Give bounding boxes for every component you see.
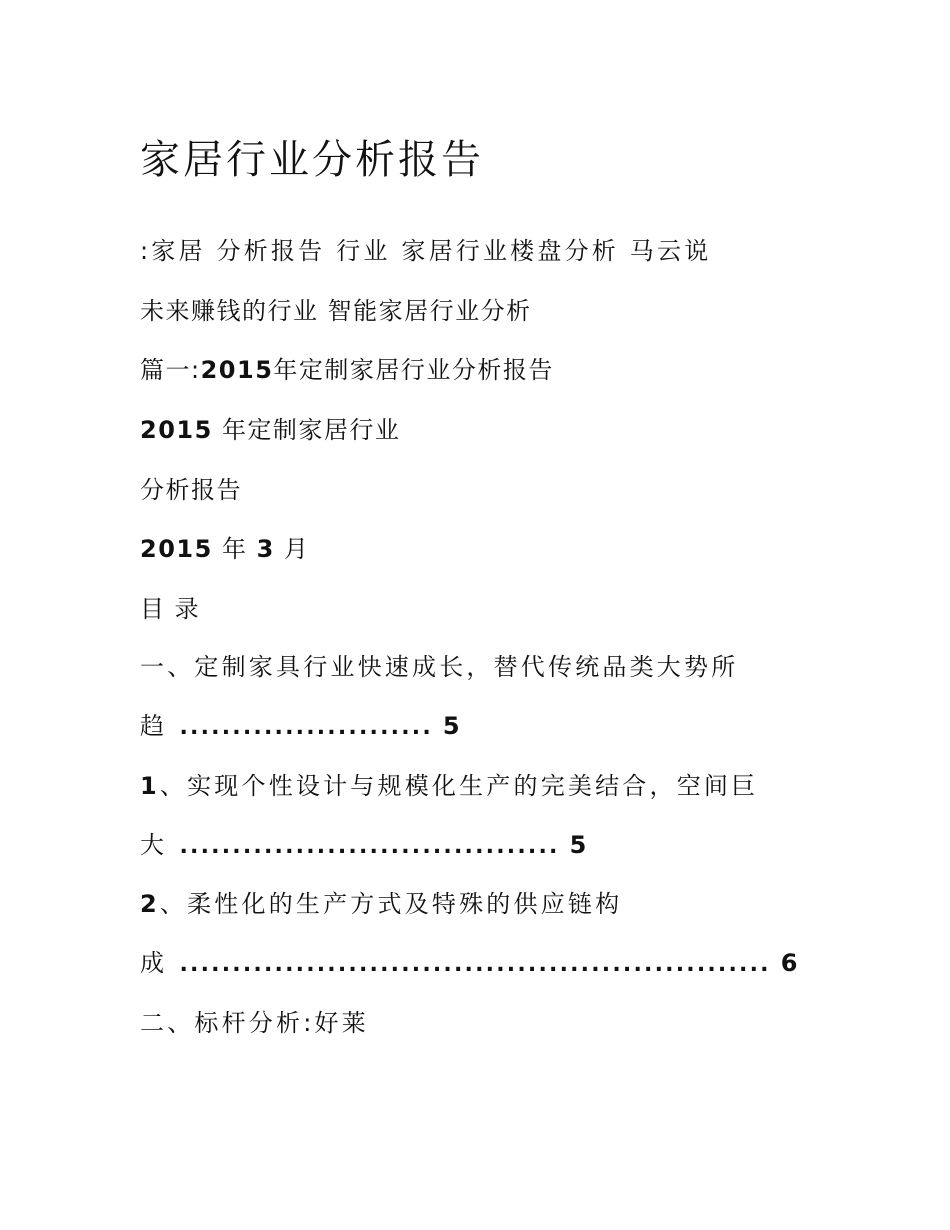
- toc-entry-1-leader: ........................: [179, 715, 433, 740]
- toc-entry-2-text: 、实现个性设计与规模化生产的完美结合，空间巨: [159, 772, 759, 800]
- date-month-unit: 月: [283, 535, 310, 563]
- toc-entry-3-number: 2: [140, 890, 160, 918]
- toc-entry-1-page: 5: [442, 712, 460, 740]
- document-title: 家居行业分析报告: [140, 137, 484, 183]
- toc-heading: 目 录: [140, 595, 201, 623]
- toc-entry-1-tail: 趋: [140, 712, 166, 740]
- section-two-heading: 二、标杆分析:好莱: [140, 1009, 369, 1037]
- toc-entry-1-line-2[interactable]: [140, 711, 460, 743]
- report-title-rest: 年定制家居行业: [221, 416, 401, 444]
- toc-entry-2-line-2[interactable]: [140, 830, 586, 862]
- toc-entry-2-number: 1: [140, 772, 160, 800]
- report-date: [140, 534, 309, 564]
- keywords-line-1: :家居 分析报告 行业 家居行业楼盘分析 马云说: [140, 237, 712, 265]
- keywords-line-2: 未来赚钱的行业 智能家居行业分析: [140, 297, 532, 325]
- toc-entry-3-tail: 成: [140, 949, 166, 977]
- toc-entry-3-leader: ........................................................: [179, 952, 771, 977]
- toc-entry-2-tail: 大: [140, 831, 166, 859]
- chapter-prefix: 篇一:: [140, 356, 201, 384]
- report-year: 2015: [140, 416, 213, 444]
- chapter-heading: [140, 355, 554, 385]
- chapter-year: 2015: [200, 356, 274, 384]
- report-title-line-1: [140, 415, 400, 445]
- toc-entry-2-page: 5: [569, 831, 587, 859]
- date-month: 3: [256, 535, 275, 563]
- date-year: 2015: [140, 535, 213, 563]
- date-year-unit: 年: [221, 535, 248, 563]
- toc-entry-3-line-2[interactable]: [140, 948, 797, 980]
- toc-entry-3-line-1: [140, 889, 622, 919]
- toc-entry-2-leader: ....................................: [179, 834, 560, 859]
- toc-entry-2-line-1: [140, 771, 758, 801]
- report-title-line-2: 分析报告: [140, 476, 242, 504]
- toc-entry-3-page: 6: [780, 949, 798, 977]
- toc-entry-3-text: 、柔性化的生产方式及特殊的供应链构: [159, 890, 623, 918]
- chapter-rest: 年定制家居行业分析报告: [273, 356, 554, 384]
- toc-entry-1-line-1: 一、定制家具行业快速成长，替代传统品类大势所: [140, 653, 739, 681]
